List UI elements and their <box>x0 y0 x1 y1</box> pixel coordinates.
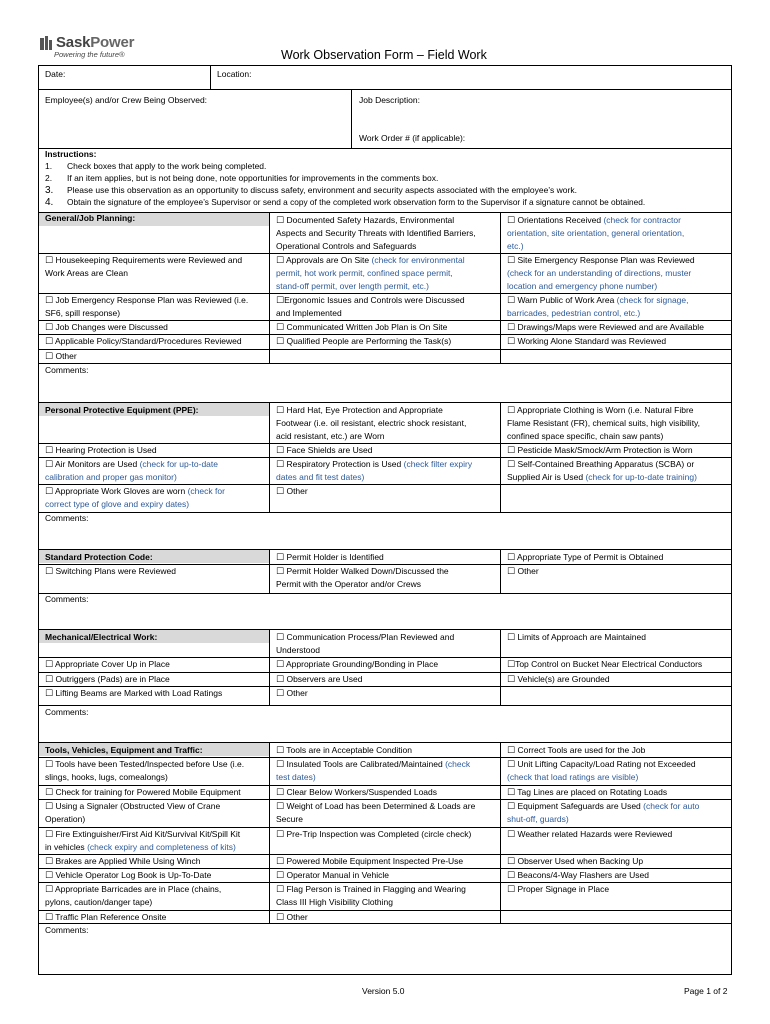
mech-item[interactable] <box>45 687 222 702</box>
mech-comments-label: Comments: <box>45 707 89 717</box>
checkbox-icon[interactable]: ☐ <box>45 446 54 456</box>
spc-c2-text-2: Permit with the Operator and/or Crews <box>276 579 422 589</box>
ppe-c2-note-6: dates and fit test dates) <box>276 472 365 482</box>
mech-item[interactable] <box>45 658 170 673</box>
checkbox-icon[interactable]: ☐ <box>507 660 516 670</box>
ppe-c3-text-1: Flame Resistant (FR), chemical suits, high visibility, <box>507 418 701 428</box>
section-heading-tools: Tools, Vehicles, Equipment and Traffic: <box>45 745 203 755</box>
tools-c2-text-0: Tools are in Acceptable Condition <box>286 745 412 755</box>
tools-c1-text-1: slings, hooks, lugs, comealongs) <box>45 772 168 782</box>
form-title: Work Observation Form – Field Work <box>281 48 487 62</box>
ppe-c3-line-5 <box>507 471 697 485</box>
checkbox-icon[interactable]: ☐ <box>276 689 285 699</box>
mech-item[interactable] <box>276 687 308 702</box>
tools-c2-text-6: Secure <box>276 814 303 824</box>
checkbox-icon[interactable]: ☐ <box>507 406 516 416</box>
checkbox-icon[interactable]: ☐ <box>507 830 516 840</box>
ppe-c2-text-3: Face Shields are Used <box>286 445 373 455</box>
general-c3-text-11: Working Alone Standard was Reviewed <box>517 336 667 346</box>
tools-c2-note-2: (check <box>445 759 471 769</box>
ppe-c2-text-7: Other <box>286 486 308 496</box>
general-c1-text-2: Job Emergency Response Plan was Reviewed (i.e. <box>55 295 249 305</box>
checkbox-icon[interactable]: ☐ <box>276 567 285 577</box>
ppe-c3-text-3: Pesticide Mask/Smock/Arm Protection is Worn <box>517 445 693 455</box>
tools-c3-text-4: Equipment Safeguards are Used <box>517 801 641 811</box>
checkbox-icon[interactable]: ☐ <box>507 256 516 266</box>
checkbox-icon[interactable]: ☐ <box>507 788 516 798</box>
spc-comments-label: Comments: <box>45 594 89 604</box>
date-label: Date: <box>45 69 66 79</box>
checkbox-icon[interactable]: ☐ <box>45 256 54 266</box>
section-heading-ppe: Personal Protective Equipment (PPE): <box>45 405 199 415</box>
footer-version: Version 5.0 <box>362 986 405 996</box>
tools-c1-text-3: Using a Signaler (Obstructed View of Crane <box>55 801 221 811</box>
checkbox-icon[interactable]: ☐ <box>45 323 54 333</box>
checkbox-icon[interactable]: ☐ <box>45 352 54 362</box>
checkbox-icon[interactable]: ☐ <box>507 760 516 770</box>
checkbox-icon[interactable]: ☐ <box>276 802 285 812</box>
checkbox-icon[interactable]: ☐ <box>507 460 516 470</box>
mech-item[interactable] <box>507 631 646 646</box>
checkbox-icon[interactable]: ☐ <box>276 633 285 643</box>
instruction-text-4: Obtain the signature of the employee’s Supervisor or send a copy of the completed work observation form to the Supervisor if a signature cannot be obtained. <box>67 197 646 207</box>
checkbox-icon[interactable]: ☐ <box>276 830 285 840</box>
tools-c1-note-7: (check expiry and completeness of kits) <box>87 842 236 852</box>
tools-c3-text-1: Unit Lifting Capacity/Load Rating not Exceeded <box>517 759 696 769</box>
tools-c1-text-8: Brakes are Applied While Using Winch <box>55 856 201 866</box>
checkbox-icon[interactable]: ☐ <box>45 788 54 798</box>
checkbox-icon[interactable]: ☐ <box>507 857 516 867</box>
checkbox-icon[interactable]: ☐ <box>276 460 285 470</box>
checkbox-icon[interactable]: ☐ <box>507 446 516 456</box>
ppe-c1-text-0: Hearing Protection is Used <box>55 445 157 455</box>
spc-c2-text-1: Permit Holder Walked Down/Discussed the <box>286 566 449 576</box>
tools-c2-text-10: Flag Person is Trained in Flagging and Wearing <box>286 884 466 894</box>
general-c2-text-7: Ergonomic Issues and Controls were Discussed <box>284 295 465 305</box>
general-c3-text-0: Orientations Received <box>517 215 602 225</box>
general-item[interactable] <box>276 335 451 350</box>
spc-c2-text-0: Permit Holder is Identified <box>286 552 384 562</box>
ppe-c1-note-3: calibration and proper gas monitor) <box>45 472 177 482</box>
spc-c3-text-0: Appropriate Type of Permit is Obtained <box>516 552 664 562</box>
checkbox-icon[interactable]: ☐ <box>507 885 516 895</box>
mech-c1-text-2: Lifting Beams are Marked with Load Ratings <box>55 688 223 698</box>
mech-c2-text-4: Other <box>286 688 308 698</box>
general-c2-note-6: stand-off permit, over length permit, etc.) <box>276 281 429 291</box>
general-c1-text-0: Housekeeping Requirements were Reviewed and <box>55 255 243 265</box>
tools-c3-text-10: Proper Signage in Place <box>517 884 610 894</box>
spc-c3-text-1: Other <box>517 566 539 576</box>
checkbox-icon[interactable]: ☐ <box>276 296 285 306</box>
ppe-c1-text-4: Appropriate Work Gloves are worn <box>54 486 186 496</box>
checkbox-icon[interactable]: ☐ <box>507 746 516 756</box>
tools-c2-note-3: test dates) <box>276 772 316 782</box>
checkbox-icon[interactable]: ☐ <box>276 885 285 895</box>
mech-c2-text-0: Communication Process/Plan Reviewed and <box>286 632 455 642</box>
tools-c1-text-11: pylons, caution/danger tape) <box>45 897 153 907</box>
tools-c1-text-10: Appropriate Barricades are in Place (chains, <box>54 884 222 894</box>
checkbox-icon[interactable]: ☐ <box>45 871 54 881</box>
general-c1-text-3: SF6, spill response) <box>45 308 121 318</box>
general-c2-note-4: (check for environmental <box>371 255 465 265</box>
checkbox-icon[interactable]: ☐ <box>45 885 54 895</box>
form-table <box>38 65 732 975</box>
employee-label: Employee(s) and/or Crew Being Observed: <box>45 95 208 105</box>
checkbox-icon[interactable]: ☐ <box>276 406 285 416</box>
general-c2-text-0: Documented Safety Hazards, Environmental <box>286 215 455 225</box>
ppe-c1-note-2: (check for up-to-date <box>139 459 218 469</box>
ppe-c3-text-4: Self-Contained Breathing Apparatus (SCBA) or <box>517 459 695 469</box>
saskpower-logo-icon <box>40 36 52 50</box>
tools-c1-text-9: Vehicle Operator Log Book is Up-To-Date <box>55 870 212 880</box>
general-c1-text-6: Other <box>55 351 77 361</box>
tools-c1-text-0: Tools have been Tested/Inspected before Use (i.e. <box>55 759 245 769</box>
general-c3-note-1: (check for contractor <box>603 215 681 225</box>
checkbox-icon[interactable]: ☐ <box>45 660 54 670</box>
checkbox-icon[interactable]: ☐ <box>45 487 54 497</box>
ppe-item[interactable] <box>276 485 308 500</box>
ppe-c1-note-6: correct type of glove and expiry dates) <box>45 499 190 509</box>
checkbox-icon[interactable]: ☐ <box>276 660 285 670</box>
checkbox-icon[interactable]: ☐ <box>507 216 516 226</box>
tools-c2-text-9: Operator Manual in Vehicle <box>286 870 389 880</box>
tools-c3-text-8: Observer Used when Backing Up <box>517 856 644 866</box>
checkbox-icon[interactable]: ☐ <box>276 487 285 497</box>
checkbox-icon[interactable]: ☐ <box>507 337 516 347</box>
tools-c2-text-11: Class III High Visibility Clothing <box>276 897 393 907</box>
spc-item[interactable] <box>45 565 176 580</box>
general-c2-text-1: Aspects and Security Threats with Identified Barriers, <box>276 228 476 238</box>
instruction-num-2: 2. <box>45 173 53 183</box>
mech-c2-text-1: Understood <box>276 645 320 655</box>
tools-item[interactable] <box>507 828 672 843</box>
ppe-c2-text-1: Footwear (i.e. oil resistant, electric shock resistant, <box>276 418 467 428</box>
tools-c2-text-8: Powered Mobile Equipment Inspected Pre-Use <box>286 856 464 866</box>
section-heading-spc: Standard Protection Code: <box>45 552 153 562</box>
checkbox-icon[interactable]: ☐ <box>276 788 285 798</box>
general-c2-text-9: Communicated Written Job Plan is On Site <box>286 322 448 332</box>
mech-c3-text-2: Vehicle(s) are Grounded <box>517 674 610 684</box>
checkbox-icon[interactable]: ☐ <box>276 760 285 770</box>
tools-c3-note-5: (check for auto <box>643 801 700 811</box>
general-c3-note-9: barricades, pedestrian control, etc.) <box>507 308 641 318</box>
tools-c1-text-6: in vehicles <box>45 842 85 852</box>
footer-page-number: Page 1 of 2 <box>684 986 728 996</box>
tools-comments-label: Comments: <box>45 925 89 935</box>
instruction-num-3: 3. <box>45 185 54 196</box>
checkbox-icon[interactable]: ☐ <box>276 675 285 685</box>
mech-c1-text-1: Outriggers (Pads) are in Place <box>55 674 170 684</box>
checkbox-icon[interactable]: ☐ <box>276 256 285 266</box>
ppe-c2-text-2: acid resistant, etc.) are Worn <box>276 431 385 441</box>
general-c1-text-1: Work Areas are Clean <box>45 268 128 278</box>
checkbox-icon[interactable]: ☐ <box>276 553 285 563</box>
checkbox-icon[interactable]: ☐ <box>45 460 54 470</box>
checkbox-icon[interactable]: ☐ <box>507 633 516 643</box>
section-heading-mech: Mechanical/Electrical Work: <box>45 632 158 642</box>
tools-c2-text-7: Pre-Trip Inspection was Completed (circle check) <box>286 829 472 839</box>
tools-c2-text-12: Other <box>286 912 308 922</box>
general-c3-note-2: orientation, site orientation, general orientation, <box>507 228 685 238</box>
ppe-c2-note-5: (check filter expiry <box>403 459 473 469</box>
ppe-c1-text-1: Air Monitors are Used <box>54 459 138 469</box>
mech-c2-text-2: Appropriate Grounding/Bonding in Place <box>285 659 439 669</box>
general-c3-text-10: Drawings/Maps were Reviewed and are Available <box>517 322 704 332</box>
tools-c3-text-3: Tag Lines are placed on Rotating Loads <box>517 787 668 797</box>
brand-name-b: Power <box>90 34 135 51</box>
brand-tagline: Powering the future® <box>54 50 125 59</box>
general-c3-note-3: etc.) <box>507 241 524 251</box>
checkbox-icon[interactable]: ☐ <box>45 857 54 867</box>
ppe-c3-text-5: Supplied Air is Used <box>507 472 584 482</box>
general-c3-note-5: (check for an understanding of directions, muster <box>507 268 692 278</box>
checkbox-icon[interactable]: ☐ <box>507 553 516 563</box>
instruction-text-1: Check boxes that apply to the work being completed. <box>67 161 267 171</box>
checkbox-icon[interactable]: ☐ <box>507 802 516 812</box>
checkbox-icon[interactable]: ☐ <box>276 323 285 333</box>
ppe-c2-text-4: Respiratory Protection is Used <box>286 459 402 469</box>
general-item[interactable] <box>45 335 242 350</box>
tools-item[interactable] <box>276 828 471 843</box>
checkbox-icon[interactable]: ☐ <box>507 675 516 685</box>
tools-c3-note-2: (check that load ratings are visible) <box>507 772 639 782</box>
general-c3-text-7: Warn Public of Work Area <box>517 295 615 305</box>
tools-c2-text-1: Insulated Tools are Calibrated/Maintained <box>286 759 443 769</box>
ppe-c3-note-6: (check for up-to-date training) <box>585 472 697 482</box>
tools-c1-line-6 <box>45 841 236 855</box>
checkbox-icon[interactable]: ☐ <box>45 689 54 699</box>
checkbox-icon[interactable]: ☐ <box>45 830 54 840</box>
instruction-num-4: 4. <box>45 197 54 208</box>
checkbox-icon[interactable]: ☐ <box>45 760 54 770</box>
instruction-text-3: Please use this observation as an opportunity to discuss safety, environment and security aspects associated with the employee’s work. <box>67 185 577 195</box>
instruction-text-2: If an item applies, but is not being done, note opportunities for improvements in the comments box. <box>67 173 439 183</box>
tools-c1-text-5: Fire Extinguisher/First Aid Kit/Survival Kit/Spill Kit <box>55 829 241 839</box>
tools-c2-text-5: Weight of Load has been Determined & Loads are <box>286 801 476 811</box>
general-c2-text-2: Operational Controls and Safeguards <box>276 241 417 251</box>
tools-c1-text-12: Traffic Plan Reference Onsite <box>55 912 167 922</box>
checkbox-icon[interactable]: ☐ <box>45 675 54 685</box>
checkbox-icon[interactable]: ☐ <box>276 913 285 923</box>
checkbox-icon[interactable]: ☐ <box>276 871 285 881</box>
instruction-num-1: 1. <box>45 161 53 171</box>
general-c3-text-4: Site Emergency Response Plan was Reviewed <box>517 255 695 265</box>
mech-item[interactable] <box>276 658 438 673</box>
checkbox-icon[interactable]: ☐ <box>507 323 516 333</box>
tools-c1-text-4: Operation) <box>45 814 86 824</box>
general-c2-note-5: permit, hot work permit, confined space permit, <box>276 268 453 278</box>
mech-c3-text-0: Limits of Approach are Maintained <box>517 632 646 642</box>
general-c2-text-3: Approvals are On Site <box>285 255 370 265</box>
checkbox-icon[interactable]: ☐ <box>45 802 54 812</box>
mech-item[interactable] <box>507 658 702 673</box>
work-order-label: Work Order # (if applicable): <box>359 133 466 143</box>
saskpower-logo <box>40 34 134 59</box>
ppe-c3-text-0: Appropriate Clothing is Worn (i.e. Natural Fibre <box>516 405 694 415</box>
tools-c3-note-6: shut-off, guards) <box>507 814 569 824</box>
general-c3-note-8: (check for signage, <box>616 295 689 305</box>
location-label: Location: <box>217 69 252 79</box>
general-c2-text-10: Qualified People are Performing the Task(s) <box>286 336 452 346</box>
brand-name-a: Sask <box>56 34 91 51</box>
general-comments-label: Comments: <box>45 365 89 375</box>
general-c3-note-6: location and emergency phone number) <box>507 281 658 291</box>
checkbox-icon[interactable]: ☐ <box>45 337 54 347</box>
checkbox-icon[interactable]: ☐ <box>276 337 285 347</box>
general-c1-text-4: Job Changes were Discussed <box>55 322 168 332</box>
ppe-c1-note-5: (check for <box>187 486 225 496</box>
tools-c3-text-0: Correct Tools are used for the Job <box>517 745 646 755</box>
ppe-c2-text-0: Hard Hat, Eye Protection and Appropriate <box>286 405 443 415</box>
checkbox-icon[interactable]: ☐ <box>507 871 516 881</box>
mech-c2-text-3: Observers are Used <box>286 674 363 684</box>
checkbox-icon[interactable]: ☐ <box>45 913 54 923</box>
checkbox-icon[interactable]: ☐ <box>507 567 516 577</box>
mech-c3-text-1: Top Control on Bucket Near Electrical Conductors <box>515 659 703 669</box>
checkbox-icon[interactable]: ☐ <box>276 746 285 756</box>
checkbox-icon[interactable]: ☐ <box>45 296 54 306</box>
tools-c3-text-9: Beacons/4-Way Flashers are Used <box>517 870 649 880</box>
checkbox-icon[interactable]: ☐ <box>507 296 516 306</box>
tools-item[interactable] <box>276 800 475 815</box>
spc-item[interactable] <box>507 565 539 580</box>
tools-c3-text-7: Weather related Hazards were Reviewed <box>517 829 673 839</box>
checkbox-icon[interactable]: ☐ <box>276 446 285 456</box>
general-c1-text-5: Applicable Policy/Standard/Procedures Reviewed <box>54 336 242 346</box>
general-item[interactable] <box>507 335 666 350</box>
checkbox-icon[interactable]: ☐ <box>45 567 54 577</box>
checkbox-icon[interactable]: ☐ <box>276 857 285 867</box>
ppe-c3-text-2: confined space specific, chain saw pants) <box>507 431 664 441</box>
instructions-heading: Instructions: <box>45 149 97 159</box>
general-c2-text-8: and Implemented <box>276 308 342 318</box>
section-heading-general: General/Job Planning: <box>45 213 136 223</box>
tools-c1-text-2: Check for training for Powered Mobile Equipment <box>55 787 241 797</box>
spc-c1-text-0: Switching Plans were Reviewed <box>55 566 176 576</box>
tools-c2-text-4: Clear Below Workers/Suspended Loads <box>286 787 438 797</box>
mech-c1-text-0: Appropriate Cover Up in Place <box>54 659 170 669</box>
tools-item[interactable] <box>507 883 609 898</box>
checkbox-icon[interactable]: ☐ <box>276 216 285 226</box>
ppe-comments-label: Comments: <box>45 513 89 523</box>
job-description-label: Job Description: <box>359 95 420 105</box>
